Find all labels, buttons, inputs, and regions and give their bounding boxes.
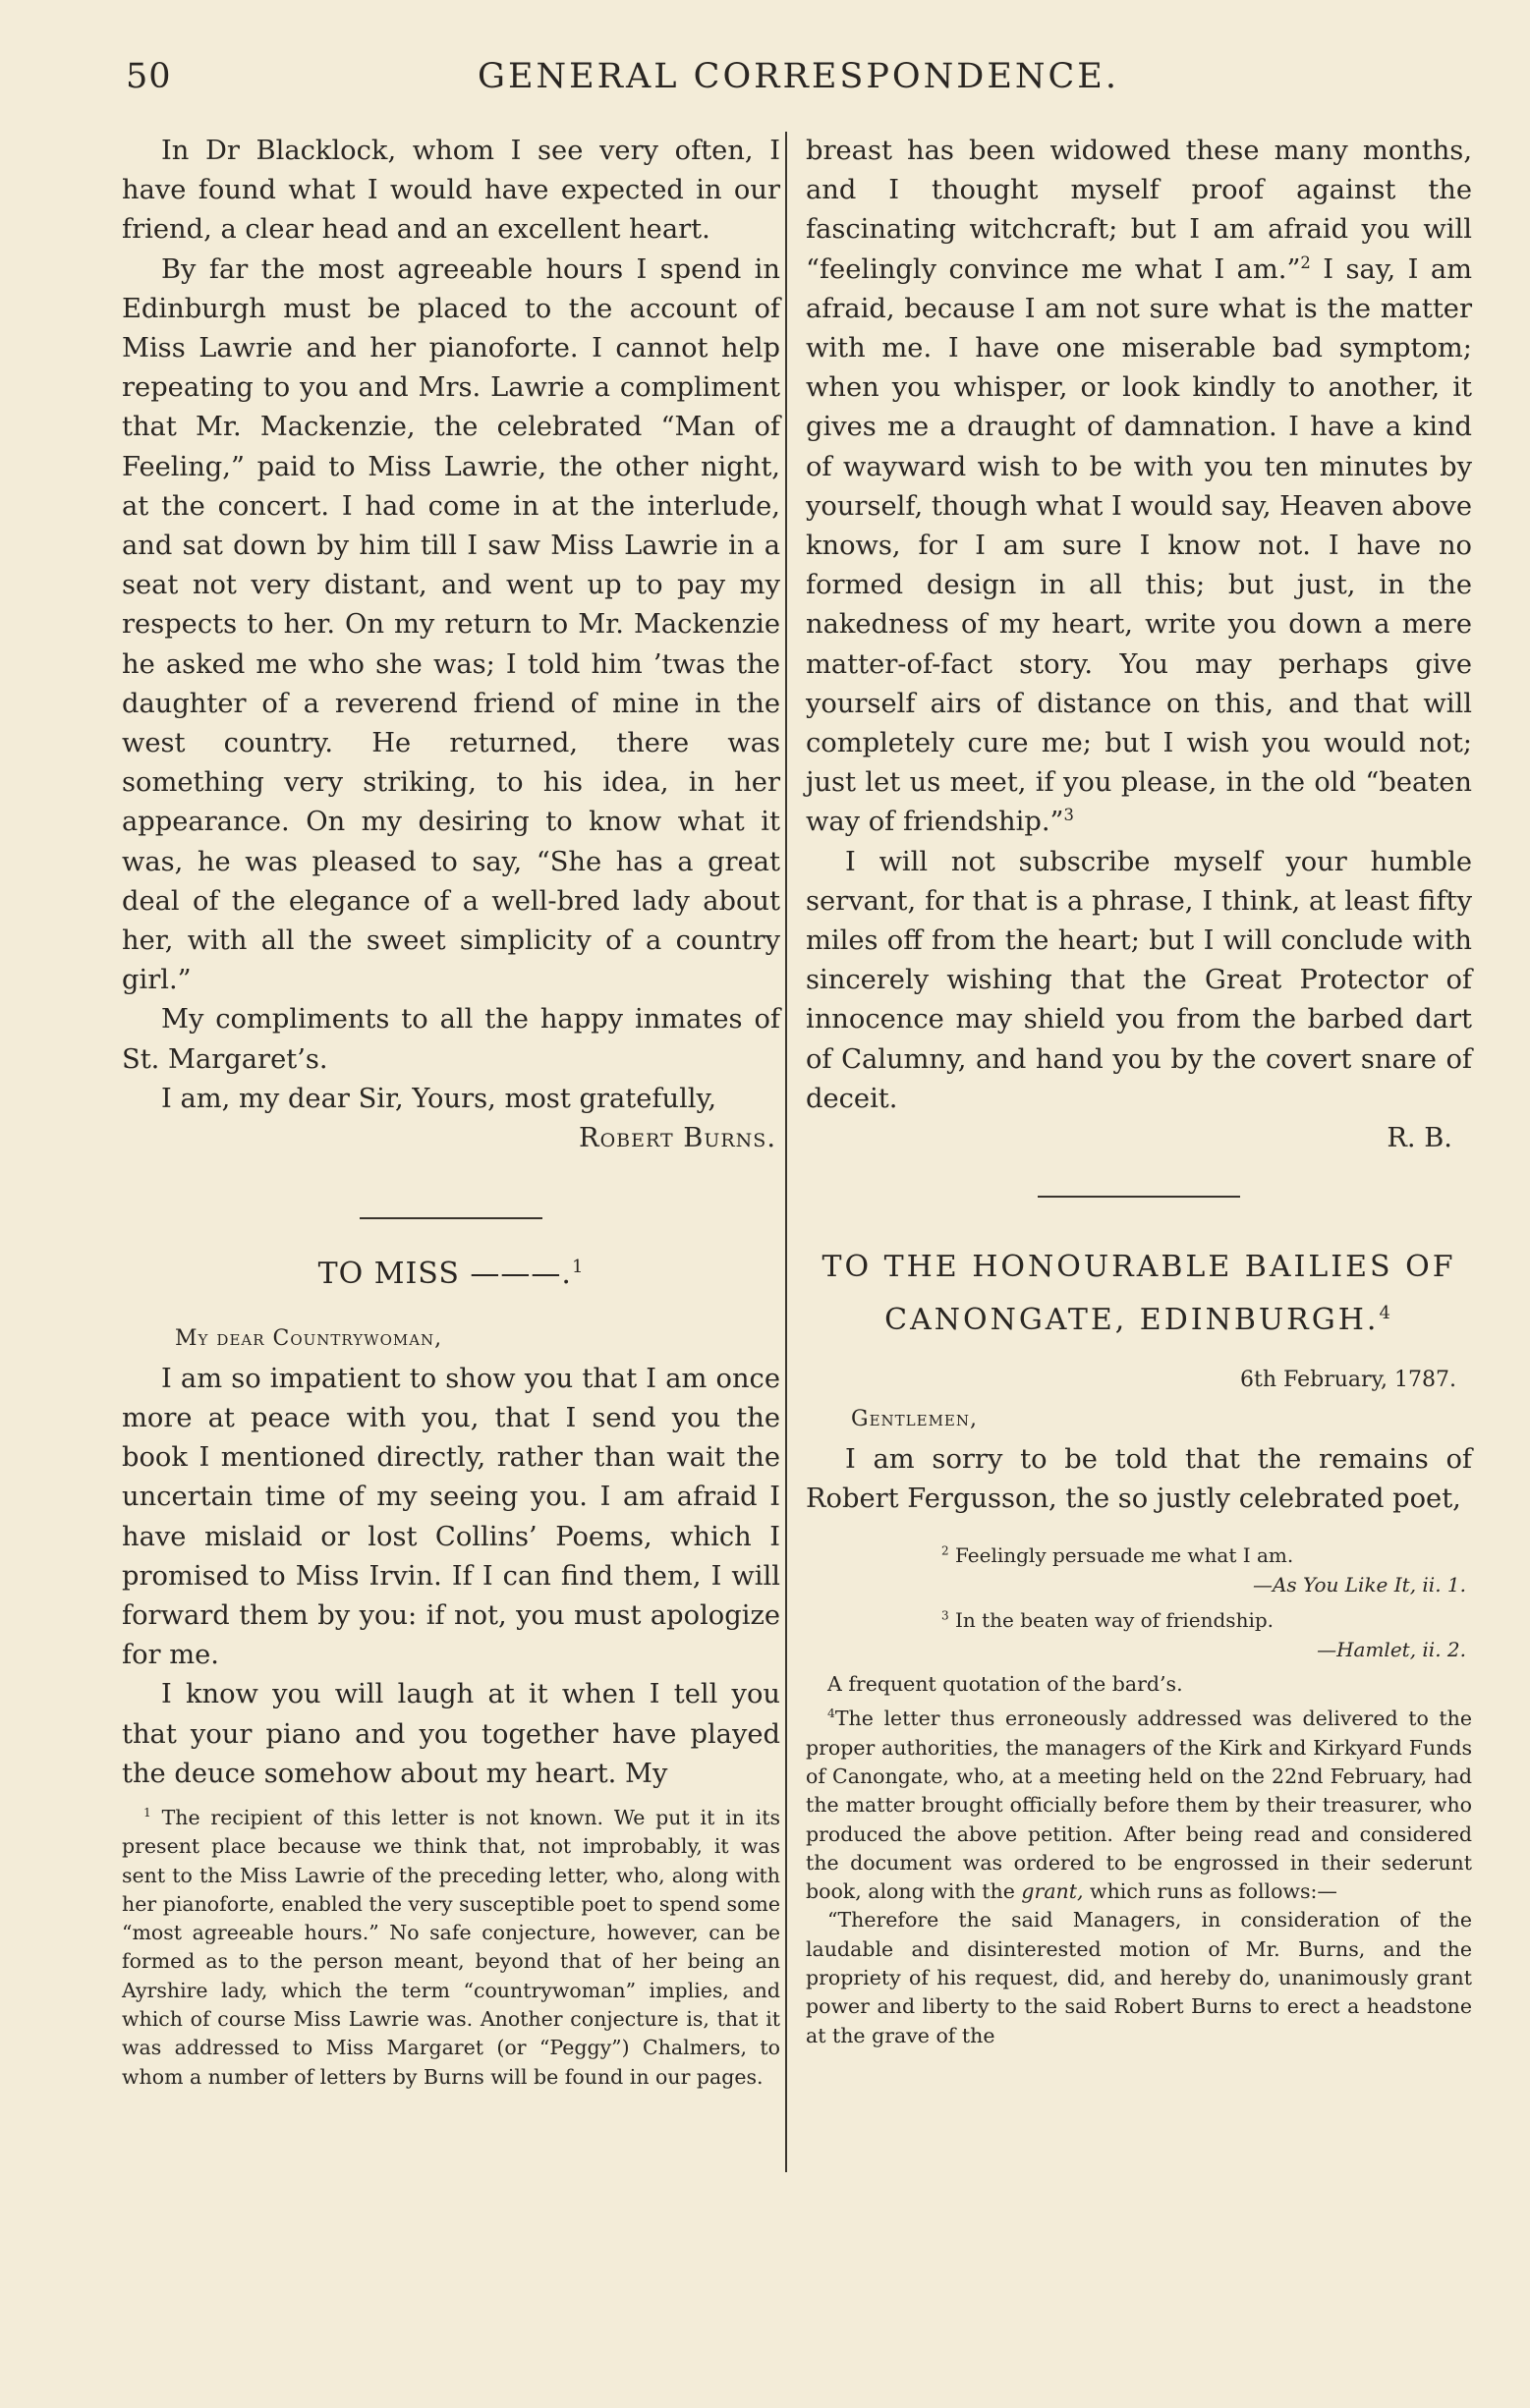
footnote-1 xyxy=(122,1804,780,2092)
column-divider xyxy=(785,132,787,2172)
left-column xyxy=(122,132,780,2092)
letter3-heading-line2-wrap xyxy=(806,1294,1472,1347)
letter3-salutation: Gentlemen, xyxy=(851,1407,978,1432)
letter3-date: 6th February, 1787. xyxy=(1240,1368,1456,1393)
letter1-paragraph: My compliments to all the happy inmates of St. Margaret’s. xyxy=(122,1004,780,1075)
letter1-signature: Robert Burns. xyxy=(579,1123,776,1154)
footnote-source: —As You Like It, ii. 1. xyxy=(1252,1573,1466,1597)
letter1-paragraph: In Dr Blacklock, whom I see very often, I have found what I would have expected in our friend, a clear head and an excellent heart. xyxy=(122,136,780,246)
right-column xyxy=(806,132,1472,2050)
footnote-3-extra: A frequent quotation of the bard’s. xyxy=(827,1672,1183,1697)
letter2-continuation: breast has been widowed these many months, and I thought myself proof against the fascinating witchcraft; but I am afraid you will “feelingly convince me what I am.”$^2$ I say, I am afraid, because I am not sure what is the matter with me. I have one miserable bad symptom; when you whisper, or look kindly to another, it gives me a draught of damnation. I have a kind of wayward wish to be with you ten minutes by yourself, though what I would say, Heaven above knows, for I am sure I know not. I have no formed design in all this; but just, in the nakedness of my heart, write you down a mere matter-of-fact story. You may perhaps give yourself airs of distance on this, and that will completely cure me; but I wish you would not; just let us meet, if you please, in the old “beaten way of friendship.”$^3$ xyxy=(806,136,1472,838)
letter1-paragraph: By far the most agreeable hours I spend in Edinburgh must be placed to the account of Miss Lawrie and her pianoforte. I cannot help repeating to you and Mrs. Lawrie a compliment that Mr. Mackenzie, the celebrated “Man of Feeling,” paid to Miss Lawrie, the other night, at the concert. I had come in at the interlude, and sat down by him till I saw Miss Lawrie in a seat not very distant, and went up to pay my respects to her. On my return to Mr. Mackenzie he asked me who she was; I told him ’twas the daughter of a reverend friend of mine in the west country. He returned, there was something very striking, to his idea, in her appearance. On my desiring to know what it was, he was pleased to say, “She has a great deal of the elegance of a well-bred lady about her, with all the sweet simplicity of a country girl.” xyxy=(122,253,780,996)
footnote-text: Feelingly persuade me what I am. xyxy=(955,1543,1294,1568)
letter1-paragraph: I am, my dear Sir, Yours, most gratefully, xyxy=(161,1083,716,1114)
footnote-ref: 3 xyxy=(1063,806,1074,825)
footnote-4: $^4$The letter thus erroneously addressed was delivered to the proper authorities, the managers of the Kirk and Kirkyard Funds of Canongate, who, at a meeting held on the 22nd February, had the matter brought officially before them by their treasurer, who produced the above petition. After being read and considered the document was ordered to be engrossed in their sederunt book, along with the grant, which runs as follows:— “Therefore the said Managers, in consideration of the laudable and disinterested motion of Mr. Burns, and the propriety of his request, did, and hereby do, unanimously grant power and liberty to the said Robert Burns to erect a headstone at the grave of the xyxy=(806,1705,1472,2050)
footnote-ref: 4 xyxy=(1379,1303,1393,1324)
running-title: GENERAL CORRESPONDENCE. xyxy=(478,57,1119,96)
letter2-paragraph: I am so impatient to show you that I am once more at peace with you, that I send you the book I mentioned directly, rather than wait the uncertain time of my seeing you. I am afraid I have mislaid or lost Collins’ Poems, which I promised to Miss Irvin. If I can find them, I will forward them by you: if not, you must apologize for me. xyxy=(122,1363,780,1671)
footnote-ref: 2 xyxy=(1300,252,1311,272)
section-rule xyxy=(360,1217,542,1219)
letter2-heading xyxy=(122,1255,780,1294)
footnote-number: 3 xyxy=(941,1608,949,1623)
letter2-signature: R. B. xyxy=(1387,1123,1452,1154)
footnote-ref: 1 xyxy=(571,1257,585,1278)
letter3-heading-line2: CANONGATE, EDINBURGH. xyxy=(884,1303,1380,1338)
letter2-salutation: My dear Countrywoman, xyxy=(175,1326,443,1352)
footnote-text: In the beaten way of friendship. xyxy=(955,1608,1275,1633)
footnote-text: The recipient of this letter is not known. We put it in its present place because we think that, not improbably, it was sent to the Miss Lawrie of the preceding letter, who, along with her pianoforte, enabled the very susceptible poet to spend some “most agreeable hours.” No safe conjecture, however, can be formed as to the person meant, beyond that of her being an Ayrshire lady, which the term “countrywoman” implies, and which of course Miss Lawrie was. Another conjecture is, that it was addressed to Miss Margaret (or “Peggy”) Chalmers, to whom a number of letters by Burns will be found in our pages. xyxy=(122,1805,780,2089)
footnote-number: 2 xyxy=(941,1543,949,1558)
letter2-closing: I will not subscribe myself your humble servant, for that is a phrase, I think, at least fifty miles off from the heart; but I will conclude with sincerely wishing that the Great Protector of innocence may shield you from the barbed dart of Calumny, and hand you by the covert snare of deceit. xyxy=(806,846,1472,1114)
letter2-heading-text: TO MISS ———. xyxy=(317,1257,572,1292)
letter3-paragraph: I am sorry to be told that the remains of Robert Fergusson, the so justly celebrated poet, xyxy=(806,1443,1472,1514)
letter3-heading xyxy=(806,1241,1472,1347)
footnote-4-quote: “Therefore the said Managers, in consideration of the laudable and disinterested motion of Mr. Burns, and the propriety of his request, did, and hereby do, unanimously grant power and liberty to the said Robert Burns to erect a headstone at the grave of the xyxy=(806,1908,1472,2047)
letter2-paragraph: I know you will laugh at it when I tell you that your piano and you together have played the deuce somehow about my heart. My xyxy=(122,1679,780,1789)
footnote-number: 1 xyxy=(143,1806,151,1820)
footnote-2 xyxy=(806,1540,1472,1599)
footnote-number: 4 xyxy=(827,1707,835,1721)
footnote-source: —Hamlet, ii. 2. xyxy=(1317,1638,1466,1662)
letter3-heading-line1: TO THE HONOURABLE BAILIES OF xyxy=(822,1250,1456,1285)
page-number: 50 xyxy=(126,57,172,96)
section-rule xyxy=(1038,1196,1240,1198)
footnote-3 xyxy=(806,1605,1472,1664)
